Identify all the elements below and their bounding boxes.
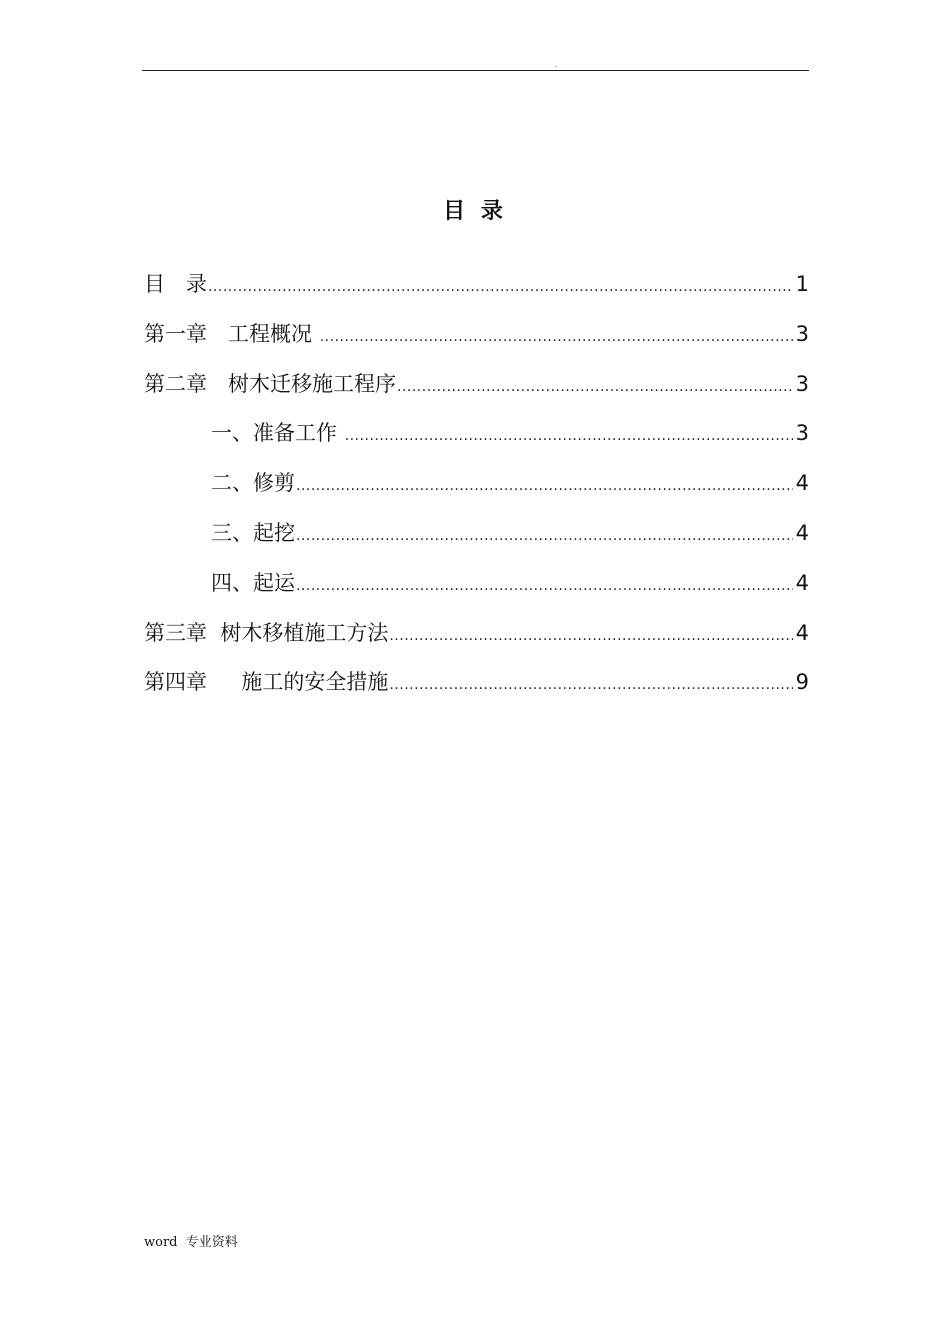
toc-entry-label: 二、修剪	[211, 471, 295, 496]
toc-entry-page: 4	[795, 471, 809, 496]
header-rule	[142, 70, 809, 71]
toc-dot-leader	[389, 669, 793, 701]
toc-dot-leader	[397, 371, 793, 403]
toc-entry-chapter-2[interactable]	[144, 368, 809, 418]
toc-dot-leader	[389, 620, 793, 652]
toc-entry-page: 1	[795, 272, 809, 296]
toc-entry-label: 四、起运	[211, 570, 295, 595]
toc-entry-page: 3	[795, 321, 809, 346]
toc-entry-page: 3	[795, 371, 809, 396]
toc-dot-leader	[208, 271, 793, 303]
toc-dot-leader	[296, 520, 793, 552]
toc-entry-label: 第三章 树木移植施工方法	[144, 620, 389, 645]
toc-entry-label: 目 录	[144, 272, 207, 296]
toc-entry-contents[interactable]	[144, 268, 809, 318]
toc-entry-chapter-4[interactable]	[144, 666, 809, 716]
toc-entry-section-digging[interactable]	[144, 517, 809, 567]
toc-entry-section-pruning[interactable]	[144, 467, 809, 517]
toc-entry-chapter-1[interactable]	[144, 318, 809, 368]
toc-entry-label: 第一章 工程概况	[144, 321, 319, 346]
toc-entry-label: 第二章 树木迁移施工程序	[144, 371, 396, 396]
toc-entry-label: 三、起挖	[211, 520, 295, 545]
toc-dot-leader	[296, 570, 793, 602]
toc-entry-page: 4	[795, 570, 809, 595]
toc-entry-page: 4	[795, 620, 809, 645]
toc-title: 目 录	[443, 199, 507, 224]
toc-entry-label: 一、准备工作	[211, 421, 344, 446]
toc-entry-page: 4	[795, 520, 809, 545]
toc-entry-page: 3	[795, 421, 809, 446]
toc-entry-label: 第四章 施工的安全措施	[144, 670, 389, 695]
toc-dot-leader	[345, 420, 793, 452]
toc-entry-chapter-3[interactable]	[144, 617, 809, 667]
toc-entry-section-transport[interactable]	[144, 567, 809, 617]
table-of-contents	[144, 268, 809, 716]
footer-note: word 专业资料	[144, 1235, 238, 1250]
header-dot: .	[555, 61, 558, 69]
toc-dot-leader	[296, 470, 793, 502]
toc-entry-page: 9	[795, 670, 809, 695]
toc-entry-section-preparation[interactable]	[144, 417, 809, 467]
toc-dot-leader	[320, 321, 793, 353]
